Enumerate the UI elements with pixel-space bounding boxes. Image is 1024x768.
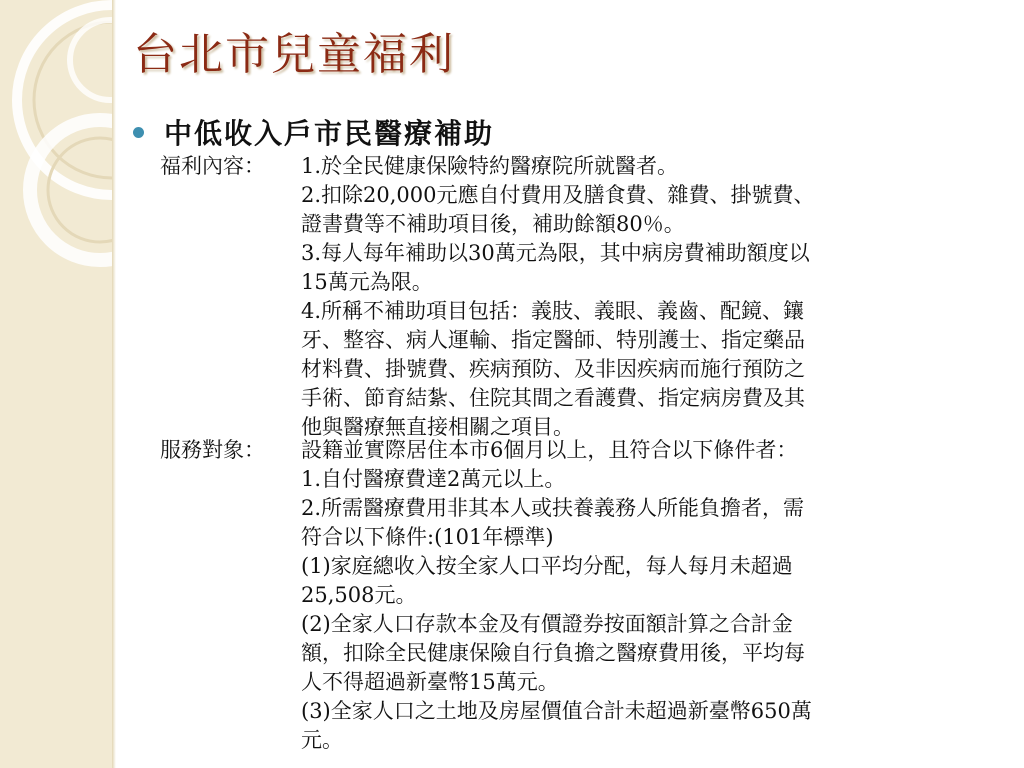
welfare-content-section: [160, 152, 990, 442]
welfare-line: 3.每人每年補助以30萬元為限，其中病房費補助額度以: [301, 241, 810, 265]
welfare-content-label: 福利內容：: [160, 154, 265, 178]
service-first-line: 設籍並實際居住本市6個月以上，且符合以下條件者：: [301, 438, 798, 462]
bullet-heading: [133, 112, 494, 152]
welfare-line: 15萬元為限。: [301, 270, 433, 294]
service-target-label: 服務對象：: [160, 438, 265, 462]
welfare-line: 1.於全民健康保險特約醫療院所就醫者。: [301, 154, 679, 178]
welfare-line: 4.所稱不補助項目包括：義肢、義眼、義齒、配鏡、鑲: [301, 299, 805, 323]
service-target-body: [301, 436, 986, 755]
welfare-line: 他與醫療無直接相關之項目。: [301, 415, 574, 439]
decorative-side-panel: [0, 0, 112, 768]
bullet-dot-icon: [133, 127, 144, 138]
service-line: (1)家庭總收入按全家人口平均分配，每人每月未超過: [301, 554, 793, 578]
service-line: 25,508元。: [301, 583, 417, 607]
side-panel-edge: [112, 0, 116, 768]
welfare-line: 證書費等不補助項目後，補助餘額80％。: [301, 212, 685, 236]
welfare-line: 材料費、掛號費、疾病預防、及非因疾病而施行預防之: [301, 357, 805, 381]
service-line: 額，扣除全民健康保險自行負擔之醫療費用後，平均每: [301, 641, 805, 665]
welfare-content-body: [301, 152, 986, 442]
service-line: 1.自付醫療費達2萬元以上。: [301, 467, 566, 491]
slide-title: 台北市兒童福利: [133, 29, 455, 80]
welfare-line: 2.扣除20,000元應自付費用及膳食費、雜費、掛號費、: [301, 183, 815, 207]
service-line: (2)全家人口存款本金及有價證券按面額計算之合計金: [301, 612, 793, 636]
service-line: 符合以下條件:(101年標準): [301, 525, 554, 549]
service-line: 元。: [301, 728, 343, 752]
bullet-heading-text: 中低收入戶市民醫療補助: [164, 117, 495, 150]
service-line: (3)全家人口之土地及房屋價值合計未超過新臺幣650萬: [301, 699, 812, 723]
decorative-rings: [0, 0, 112, 768]
service-line: 人不得超過新臺幣15萬元。: [301, 670, 559, 694]
service-target-section: [160, 436, 990, 755]
welfare-line: 手術、節育結紮、住院其間之看護費、指定病房費及其: [301, 386, 805, 410]
service-line: 2.所需醫療費用非其本人或扶養義務人所能負擔者，需: [301, 496, 805, 520]
welfare-line: 牙、整容、病人運輸、指定醫師、特別護士、指定藥品: [301, 328, 805, 352]
